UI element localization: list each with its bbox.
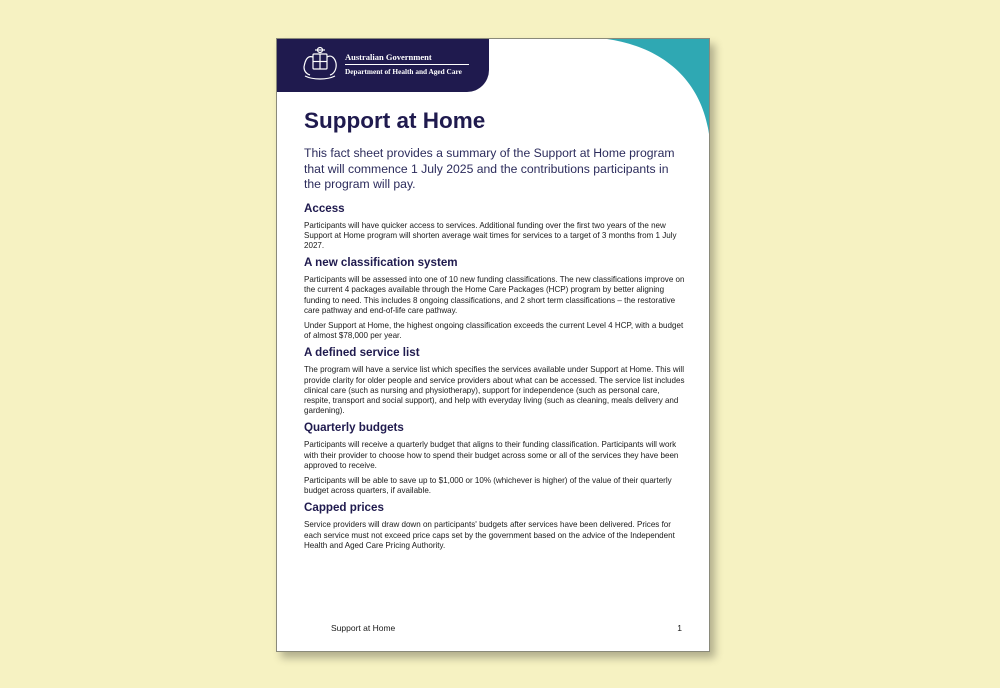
section-heading: Access bbox=[304, 201, 345, 215]
government-name: Australian Government bbox=[345, 52, 432, 62]
page-title: Support at Home bbox=[304, 108, 486, 133]
section-service-list bbox=[304, 346, 686, 416]
section-heading: Capped prices bbox=[304, 501, 384, 515]
coat-of-arms-icon bbox=[299, 45, 341, 83]
document-page bbox=[276, 38, 710, 652]
section-heading: A new classification system bbox=[304, 256, 458, 270]
footer-label: Support at Home bbox=[331, 623, 396, 633]
section-paragraph: The program will have a service list which specifies the services available under Support at Home. This will provide clarity for older people and service providers about what can be accessed. The service list includes clinical care (such as nursing and physiotherapy), support for independence (such as personal care, respite, transport and social support), and help with everyday living (such as cleaning, meals delivery and gardening). bbox=[304, 365, 685, 416]
intro-paragraph: This fact sheet provides a summary of the Support at Home program that will commence 1 July 2025 and the contributions participants in the program will pay. bbox=[304, 146, 675, 191]
section-paragraph: Participants will be able to save up to $1,000 or 10% (whichever is higher) of the value of their quarterly budget across quarters, if available. bbox=[304, 475, 672, 496]
section-heading: Quarterly budgets bbox=[304, 421, 404, 435]
section-classification bbox=[304, 256, 686, 341]
header-divider bbox=[345, 64, 469, 65]
government-banner bbox=[277, 39, 489, 92]
section-paragraph: Participants will have quicker access to services. Additional funding over the first two years of the new Support at Home program will shorten average wait times for services to a target of 3 months from 1 July 2027. bbox=[304, 220, 677, 250]
section-paragraph: Participants will receive a quarterly budget that aligns to their funding classification. Participants will work with their provider to choose how to spend their budget across some or all of the services they have been approved to receive. bbox=[304, 440, 679, 470]
section-paragraph: Service providers will draw down on participants' budgets after services have been delivered. Prices for each service must not exceed price caps set by the government based on the advice of the Independent Health and Aged Care Pricing Authority. bbox=[304, 520, 675, 550]
section-paragraph: Participants will be assessed into one of 10 new funding classifications. The new classifications improve on the current 4 packages available through the Home Care Packages (HCP) program by better aligning funding to need. This includes 8 ongoing classifications, and 2 short term classifications – the restorative care pathway and end-of-life care pathway. bbox=[304, 275, 685, 315]
department-name: Department of Health and Aged Care bbox=[345, 67, 462, 76]
section-paragraph: Under Support at Home, the highest ongoing classification exceeds the current Level 4 HCP, with a budget of almost $78,000 per year. bbox=[304, 320, 684, 341]
section-capped-prices bbox=[304, 501, 686, 551]
section-access bbox=[304, 202, 686, 252]
page-number: 1 bbox=[677, 623, 682, 633]
section-quarterly-budgets bbox=[304, 421, 686, 496]
section-heading: A defined service list bbox=[304, 346, 420, 360]
document-body bbox=[304, 107, 686, 556]
